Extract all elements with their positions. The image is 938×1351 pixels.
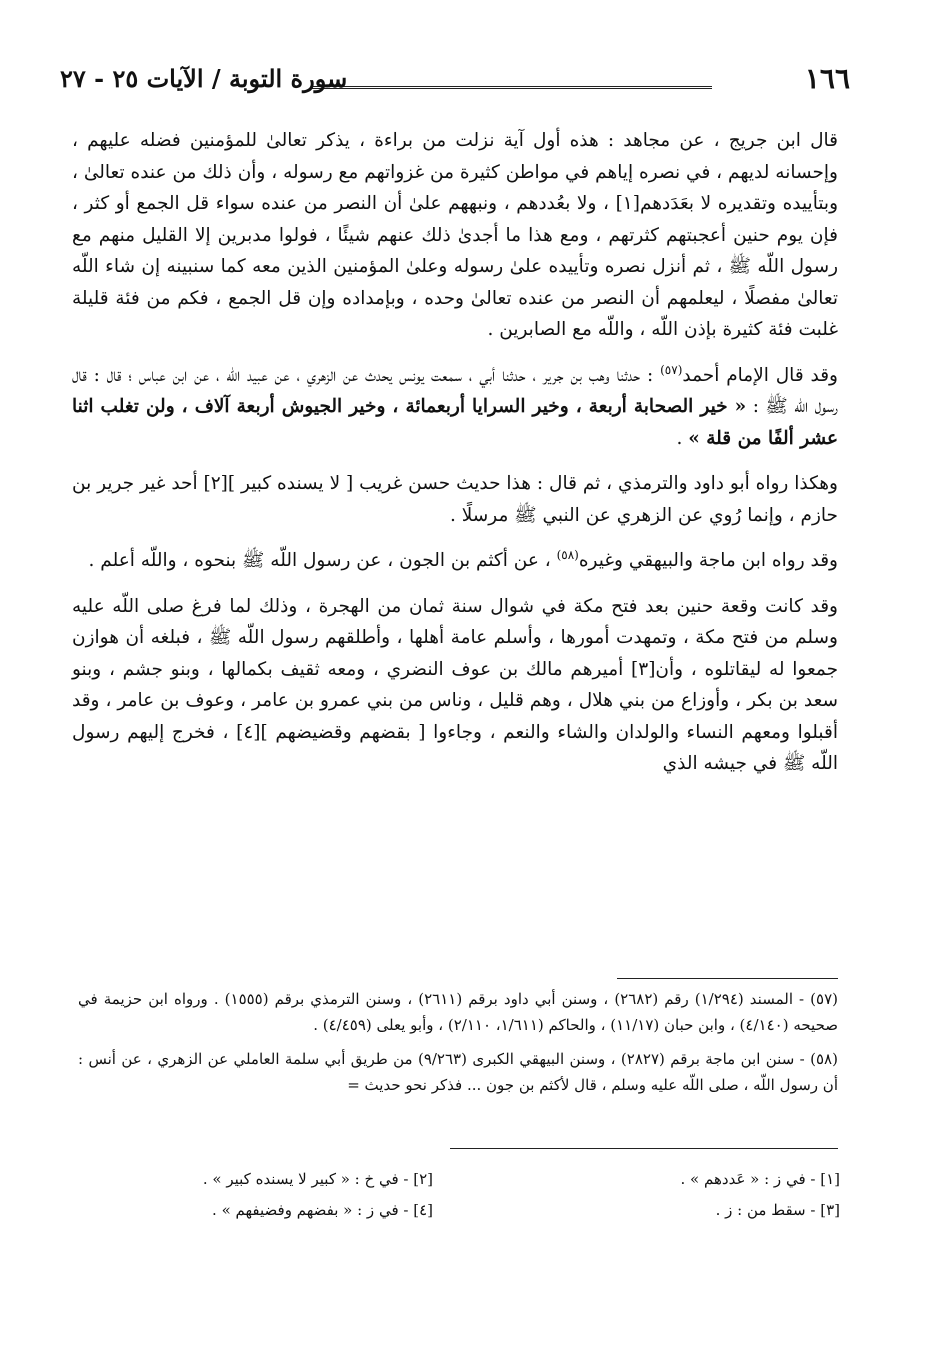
- variant-note-3: [٣] - سقط من : ز .: [715, 1201, 840, 1219]
- footnote-ref-57[interactable]: (٥٧): [660, 362, 683, 377]
- paragraph-4-rest: ، عن أكثم بن الجون ، عن رسول اللّه ﷺ بنحوه ، واللّه أعلم .: [88, 550, 557, 571]
- paragraph-4-intro: وقد رواه ابن ماجة والبيهقي وغيره: [578, 550, 838, 571]
- main-text: [72, 125, 838, 794]
- variant-row: [100, 1164, 840, 1195]
- hadith-text: « خير الصحابة أربعة ، وخير السرايا أربعمائة ، وخير الجيوش أربعة آلاف ، ولن تغلب اثنا عشر ألفًا من قلة »: [72, 396, 838, 449]
- variant-note-1: [١] - في ز : « عَددهم » .: [680, 1170, 840, 1188]
- page-number: ١٦٦: [804, 62, 850, 95]
- running-head: سورة التوبة / الآيات ٢٥ - ٢٧: [60, 64, 348, 93]
- variant-note-2: [٢] - في خ : « كبير لا يسنده كبير » .: [202, 1170, 433, 1188]
- page-header: [60, 62, 850, 102]
- variants-separator: [450, 1148, 838, 1149]
- footnote-ref-58[interactable]: (٥٨): [556, 547, 579, 562]
- paragraph-2: [72, 360, 838, 455]
- paragraph-2-chain: : حدثنا وهب بن جرير ، حدثنا أبي ، سمعت يونس يحدث عن الزهري ، عن عبيد اللّه ، عن ابن عباس ؛ قال : قال رسول اللّه ﷺ :: [72, 364, 838, 417]
- variant-note-4: [٤] - في ز : « بفضهم وفضيفهم » .: [212, 1201, 433, 1219]
- paragraph-2-end: .: [676, 427, 689, 449]
- variant-row: [100, 1195, 840, 1226]
- footnote-58: (٥٨) - سنن ابن ماجة برقم (٢٨٢٧) ، وسنن البيهقي الكبرى (٩/٢٦٣) من طريق أبي سلمة العاملي عن الزهري ، عن أنس : أن رسول اللّه ، صلى اللّه عليه وسلم ، قال لأكثم بن جون ... فذكر نحو حديث =: [78, 1050, 838, 1094]
- paragraph-4: [72, 545, 838, 577]
- manuscript-variants: [100, 1164, 840, 1226]
- header-rule: [312, 86, 712, 89]
- paragraph-2-intro: وقد قال الإمام أحمد: [682, 364, 838, 386]
- footnotes: [78, 986, 838, 1106]
- paragraph-5: وقد كانت وقعة حنين بعد فتح مكة في شوال سنة ثمان من الهجرة ، وذلك لما فرغ صلى اللّه عليه وسلم من فتح مكة ، وتمهدت أمورها ، وأسلم عامة أهلها ، وأطلقهم رسول اللّه ﷺ ، فبلغه أن هوازن جمعوا له ليقاتلوه ، وأن[٣] أميرهم مالك بن عوف النضري ، ومعه ثقيف بكمالها ، وبنو جشم ، وبنو سعد بن بكر ، وأوزاع من بني هلال ، وهم قليل ، وناس من بني عمرو بن عامر ، وعوف بن عامر ، وقد أقبلوا ومعهم النساء والولدان والشاء والنعم ، وجاءوا [ بقضهم وقضيضهم ][٤] ، فخرج إليهم رسول اللّه ﷺ في جيشه الذي: [72, 595, 838, 774]
- paragraph-1: قال ابن جريج ، عن مجاهد : هذه أول آية نزلت من براءة ، يذكر تعالىٰ للمؤمنين فضله عليهم ، وإحسانه لديهم ، في نصره إياهم في مواطن كثيرة من غزواتهم مع رسوله ، وأن ذلك من عنده تعالىٰ ، وبتأييده وتقديره لا بعَدَدهم[١] ، ولا بعُددهم ، ونبههم علىٰ أن النصر من عنده سواء قل الجمع أو كثر ، فإن يوم حنين أعجبتهم كثرتهم ، ومع هذا ما أجدىٰ ذلك عنهم شيئًا ، فولوا مدبرين إلا القليل منهم مع رسول اللّه ﷺ ، ثم أنزل نصره وتأييده علىٰ رسوله وعلىٰ المؤمنين الذين معه كما سنبينه إن شاء اللّه تعالىٰ مفصلًا ، ليعلمهم أن النصر من عنده تعالىٰ وحده ، وبإمداده وإن قل الجمع ، فكم من فئة قليلة غلبت فئة كثيرة بإذن اللّه ، واللّه مع الصابرين .: [72, 130, 838, 340]
- paragraph-3: وهكذا رواه أبو داود والترمذي ، ثم قال : هذا حديث حسن غريب [ لا يسنده كبير ][٢] أحد غير جرير بن حازم ، وإنما رُوي عن الزهري عن النبي ﷺ مرسلًا .: [72, 473, 838, 526]
- footnote-57: (٥٧) - المسند (١/٢٩٤) رقم (٢٦٨٢) ، وسنن أبي داود برقم (٢٦١١) ، وسنن الترمذي برقم (١٥٥٥) . ورواه ابن حزيمة في صحيحه (٤/١٤٠) ، وابن حبان (١١/١٧) ، والحاكم (١/٦١١، ٢/١١٠) ، وأبو يعلى (٤/٤٥٩) .: [78, 990, 838, 1034]
- footnote-separator: [617, 978, 838, 979]
